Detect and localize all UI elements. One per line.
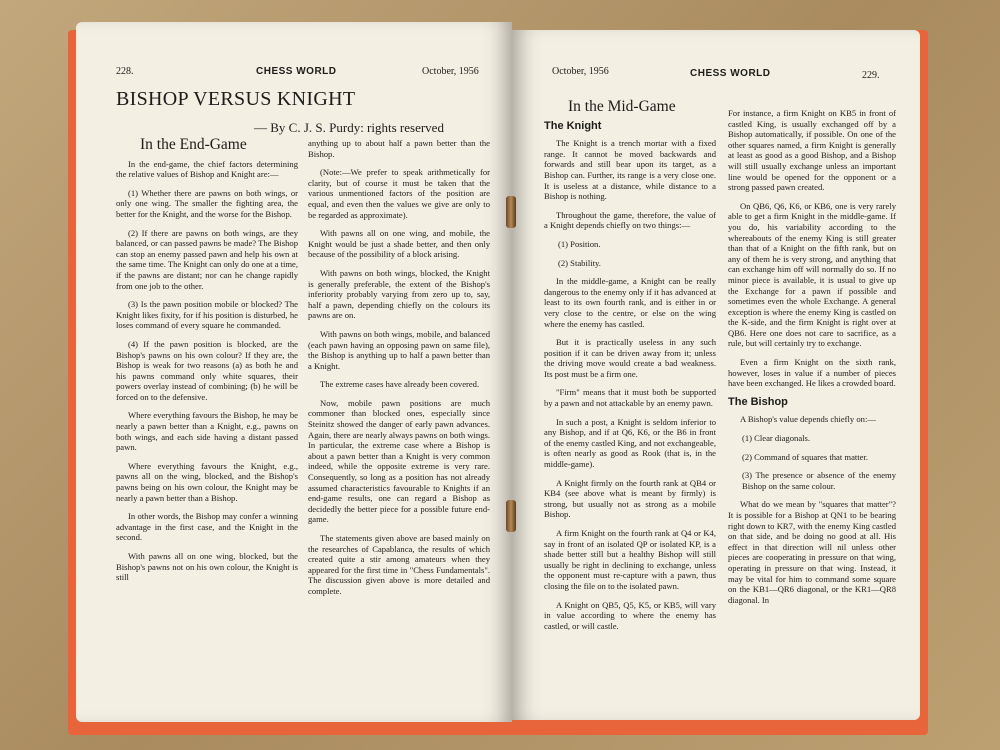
- paragraph: In other words, the Bishop may confer a winning advantage in the first case, and the Knight in the second.: [116, 511, 298, 543]
- subheading-knight: The Knight: [544, 119, 602, 132]
- paragraph: In the end-game, the chief factors determining the relative values of Bishop and Knight are:—: [116, 158, 298, 180]
- paragraph: (2) Command of squares that matter.: [742, 451, 869, 462]
- paragraph: (3) Is the pawn position mobile or blocked? The Knight likes fixity, for if his position is disturbed, he loses command of every square he commanded.: [116, 299, 298, 331]
- paragraph: The Knight is a trench mortar with a fixed range. It cannot be moved backwards and forwards and still bear upon its target, as a Bishop can. Further, its range is a very close one. It is useless at a distance, while distance to a Bishop is nothing.: [544, 138, 716, 202]
- date-left: October, 1956: [422, 66, 479, 77]
- left-col1-paragraphs: [116, 159, 298, 583]
- paragraph: (1) Clear diagonals.: [742, 433, 811, 444]
- binding-staple-bottom: [506, 500, 516, 532]
- paragraph: Now, mobile pawn positions are much commoner than blocked ones, especially since Steinitz showed the danger of early pawn advances. Again, there are nearly always pawns on both wings. In particular, the extreme case where a Bishop is about a pawn better than a Knight is very common indeed, while the opposite extreme is very rare. Consequently, so long as a position has not already assumed characteristics favourable to Knights if an end-game results, one can regard a Bishop as decidedly the better piece for a possible future end-game.: [308, 397, 490, 525]
- right-col1a-paragraphs: [544, 138, 716, 231]
- paragraph: A Knight on QB5, Q5, K5, or KB5, will vary in value according to where the enemy has castled, or will castle.: [544, 599, 716, 631]
- paragraph: Throughout the game, therefore, the value of a Knight depends chiefly on two things:—: [544, 209, 716, 231]
- left-column-2: [308, 138, 490, 605]
- section-heading-endgame: In the End-Game: [140, 136, 247, 153]
- paragraph: (2) If there are pawns on both wings, are they balanced, or can passed pawns be made? The Bishop can stop an enemy passed pawn and help his own at the same time. The Knight can only do one at a time, if the pawns are distant; nor can he change rapidly from one job to the other.: [116, 227, 298, 291]
- right-page: [512, 30, 920, 720]
- paragraph: In the middle-game, a Knight can be really dangerous to the enemy only if it has advanced at least to its own fourth rank, and is either in or very close to the centre, or else on the wing where the enemy has castled.: [544, 276, 716, 329]
- knight-factors-list: [544, 239, 716, 268]
- page-number-right: 229.: [862, 70, 880, 81]
- left-col2-paragraphs: [308, 138, 490, 597]
- paragraph: Where everything favours the Bishop, he may be nearly a pawn better than a Knight, e.g., pawns on both wings, and each side having a distant passed pawn.: [116, 410, 298, 453]
- right-col1b-paragraphs: [544, 276, 716, 631]
- paragraph: Where everything favours the Knight, e.g., pawns all on the wing, blocked, and the Bishop's pawns being on his own colour, the Knight may be nearly a pawn better than a Bishop.: [116, 460, 298, 503]
- paragraph: But it is practically useless in any such position if it can be driven away from it; unless the driving move would create a bad weakness. Its post must be a firm one.: [544, 337, 716, 379]
- right-col2a-paragraphs: [728, 108, 896, 389]
- paragraph: In such a post, a Knight is seldom inferior to any Bishop, and if at Q6, K6, or the B6 in front of the enemy castled King, and not exchangeable, is often nearly as good as Rook (that is, in the middle-game).: [544, 416, 716, 470]
- paragraph: For instance, a firm Knight on KB5 in front of castled King, is usually exchanged off by a Bishop automatically, if possible. On one of the other squares named, a firm Knight is generally at least as good as a good Bishop, and a Bishop will still usually exchange unless an important line would be opened for the opponent or a strong passed pawn created.: [728, 108, 896, 193]
- byline: — By C. J. S. Purdy: rights reserved: [254, 120, 444, 135]
- paragraph: With pawns on both wings, blocked, the Knight is generally preferable, the extent of the Bishop's inferiority probably varying from zero up to, say, half a pawn, depending chiefly on the colours its pawns are on.: [308, 267, 490, 321]
- subheading-bishop: The Bishop: [728, 395, 788, 408]
- running-title-left: CHESS WORLD: [256, 66, 337, 77]
- date-right: October, 1956: [552, 66, 609, 77]
- paragraph: With pawns all on one wing, and mobile, the Knight would be just a shade better, and then only because of the possibility of a block arising.: [308, 228, 490, 260]
- paragraph: A firm Knight on the fourth rank at Q4 or K4, say in front of an isolated QP or isolated KP, is a shade better still but a healthy Bishop will still usually be right in declining to exchange, unless the opponent must re-capture with a pawn, thus closing the file on to the isolated pawn.: [544, 528, 716, 591]
- left-page: [76, 22, 512, 722]
- paragraph: What do we mean by "squares that matter"? It is possible for a Bishop at QN1 to be bearing right down to KR7, with the enemy King castled on that side, and be doing no good at all. His effect in that direction will nil unless other pieces are cooperating in pressure on that wing, operating in pressure on that wing. Instead, it may be vital for him to command some square on the KB1—QR6 diagonal, or the KR1—QR8 diagonal. In: [728, 499, 896, 605]
- paragraph: "Firm" means that it must both be supported by a pawn and not attackable by an enemy pawn.: [544, 387, 716, 409]
- paragraph: (3) The presence or absence of the enemy Bishop on the same colour.: [742, 470, 896, 491]
- left-column-1: [116, 136, 298, 591]
- paragraph: (2) Stability.: [558, 257, 601, 268]
- paragraph: Even a firm Knight on the sixth rank, however, loses in value if a number of pieces have been exchanged. He likes a crowded board.: [728, 357, 896, 389]
- paragraph: (Note:—We prefer to speak arithmetically for clarity, but of course it must be taken that the various unmentioned factors of the position are equal, and even then the values we give are only to be regarded as approximate).: [308, 167, 490, 220]
- right-col2b-paragraphs: [728, 414, 896, 425]
- page-number-left: 228.: [116, 66, 134, 77]
- section-heading-midgame: In the Mid-Game: [568, 98, 676, 115]
- paragraph: anything up to about half a pawn better than the Bishop.: [308, 138, 490, 159]
- paragraph: (4) If the pawn position is blocked, are the Bishop's pawns on his own colour? If they are, the Bishop is weak for two reasons (a) as both he and his pawns command only white squares, their powers overlay instead of combining; (b) he will be forced on to the defensive.: [116, 338, 298, 402]
- paragraph: A Bishop's value depends chiefly on:—: [740, 414, 876, 425]
- paragraph: With pawns on both wings, mobile, and balanced (each pawn having an opposing pawn on same file), the Bishop is anything up to half a pawn better than a Knight.: [308, 328, 490, 371]
- paragraph: (1) Whether there are pawns on both wings, or only one wing. The smaller the fighting area, the better for the Knight, and the worse for the Bishop.: [116, 187, 298, 219]
- paragraph: The extreme cases have already been covered.: [320, 379, 480, 390]
- paragraph: (1) Position.: [558, 238, 601, 249]
- paragraph: With pawns all on one wing, blocked, but the Bishop's pawns not on his own colour, the Knight is still: [116, 551, 298, 583]
- paragraph: On QB6, Q6, K6, or KB6, one is very rarely able to get a firm Knight in the middle-game. If you do, his variability according to the whereabouts of the enemy King is still greater than that of a Knight on the fifth rank, but on any of them he is very strong, and anything that can exchange him off will normally do so. If no minor piece is available, it is usual to give up the Exchange for a pawn if possible and sometimes even the whole Exchange. A general exception is where the enemy King is castled on the K-side, and the firm Knight is right over at QB6. Here one does not care to sacrifice, as a rule, but will certainly try to exchange.: [728, 200, 896, 349]
- running-title-right: CHESS WORLD: [690, 68, 771, 79]
- right-column-1: [544, 98, 716, 639]
- right-column-2: [728, 108, 896, 613]
- bishop-factors-list: [728, 433, 896, 491]
- article-title: BISHOP VERSUS KNIGHT: [116, 88, 356, 110]
- right-col2c-paragraphs: [728, 499, 896, 605]
- paragraph: The statements given above are based mainly on the researches of Capablanca, the results of which created quite a stir among amateurs when they appeared for the first time in "Chess Fundamentals". The discussion given above is more detailed and complete.: [308, 533, 490, 596]
- binding-staple-top: [506, 196, 516, 228]
- paragraph: A Knight firmly on the fourth rank at QB4 or KB4 (see above what is meant by firmly) is strong, but usually not as strong as a mobile Bishop.: [544, 477, 716, 520]
